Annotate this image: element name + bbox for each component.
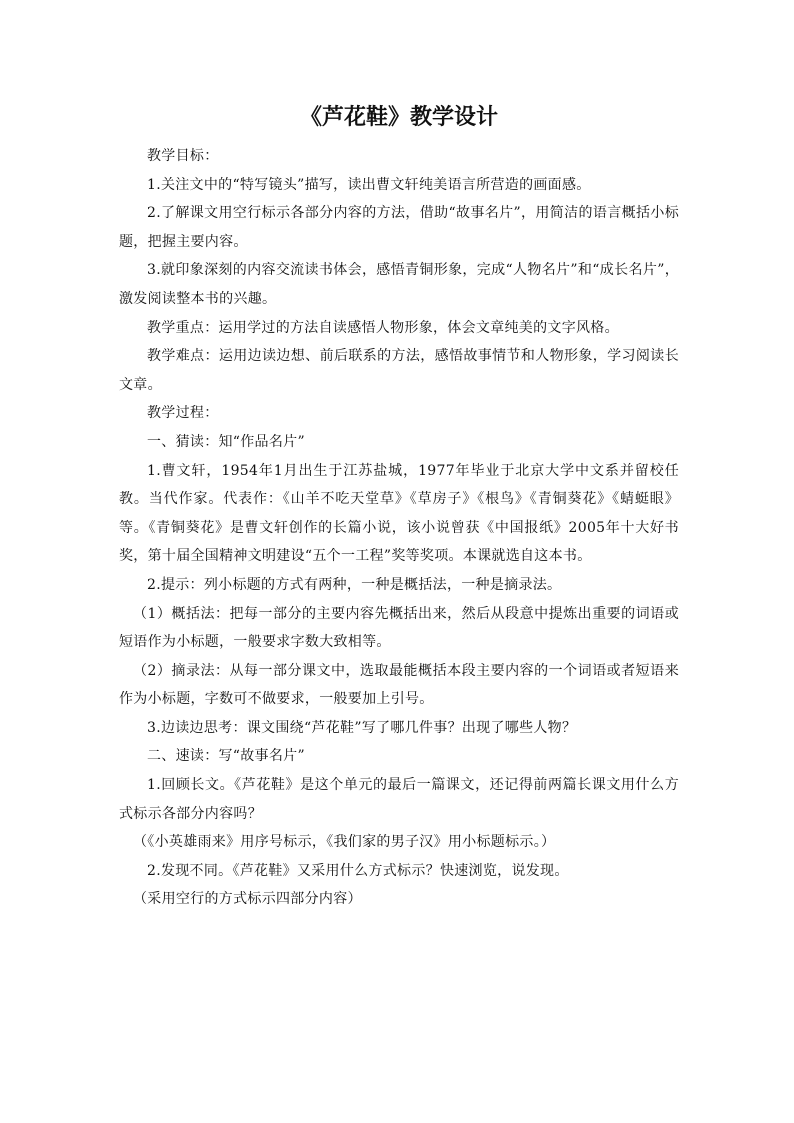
step-1-heading: 一、猜读：知“作品名片”: [147, 433, 305, 450]
section-heading-process: 教学过程：: [147, 405, 219, 422]
document-title: 《芦花鞋》教学设计: [299, 105, 498, 130]
objective-3: 3.就印象深刻的内容交流读书体会，感悟青铜形象，完成“人物名片”和“成长名片”，激发阅读整本书的兴趣。: [119, 262, 679, 307]
objective-2: 2.了解课文用空行标示各部分内容的方法，借助“故事名片”，用简洁的语言概括小标题，把握主要内容。: [119, 205, 679, 250]
author-intro-paragraph: 1.曹文轩，1954年1月出生于江苏盐城，1977年毕业于北京大学中文系并留校任教。当代作家。代表作：《山羊不吃天堂草》《草房子》《根鸟》《青铜葵花》《蜻蜓眼》等。《青铜葵花》是曹文轩创作的长篇小说，该小说曾获《中国报纸》2005年十大好书奖，第十届全国精神文明建设“五个一工程”奖等奖项。本课就选自这本书。: [119, 462, 679, 565]
discover-answer: （采用空行的方式标示四部分内容）: [133, 891, 362, 908]
review-long-text: 1.回顾长文。《芦花鞋》是这个单元的最后一篇课文，还记得前两篇长课文用什么方式标示各部分内容吗？: [119, 777, 679, 822]
subtitle-method-tip: 2.提示：列小标题的方式有两种，一种是概括法，一种是摘录法。: [147, 576, 562, 593]
discover-difference: 2.发现不同。《芦花鞋》又采用什么方式标示？快速浏览，说发现。: [147, 862, 569, 879]
review-answer: （《小英雄雨来》用序号标示，《我们家的男子汉》用小标题标示。）: [133, 834, 556, 851]
difficulty: 教学难点：运用边读边想、前后联系的方法，感悟故事情节和人物形象，学习阅读长文章。: [119, 348, 679, 393]
objective-1: 1.关注文中的“特写镜头”描写，读出曹文轩纯美语言所营造的画面感。: [147, 176, 591, 193]
document-page: [119, 0, 679, 1123]
document-body: [119, 142, 679, 914]
section-heading-objectives: 教学目标：: [147, 148, 219, 164]
method-summary: （1）概括法：把每一部分的主要内容先概括出来，然后从段意中提炼出重要的词语或短语作为小标题，一般要求字数大致相等。: [119, 605, 679, 651]
reading-question: 3.边读边思考：课文围绕“芦花鞋”写了哪几件事？出现了哪些人物？: [147, 719, 577, 736]
method-excerpt: （2）摘录法：从每一部分课文中，选取最能概括本段主要内容的一个词语或者短语来作为小标题，字数可不做要求，一般要加上引号。: [119, 662, 679, 708]
step-2-heading: 二、速读：写“故事名片”: [147, 748, 305, 765]
key-point: 教学重点：运用学过的方法自读感悟人物形象，体会文章纯美的文字风格。: [147, 319, 619, 336]
